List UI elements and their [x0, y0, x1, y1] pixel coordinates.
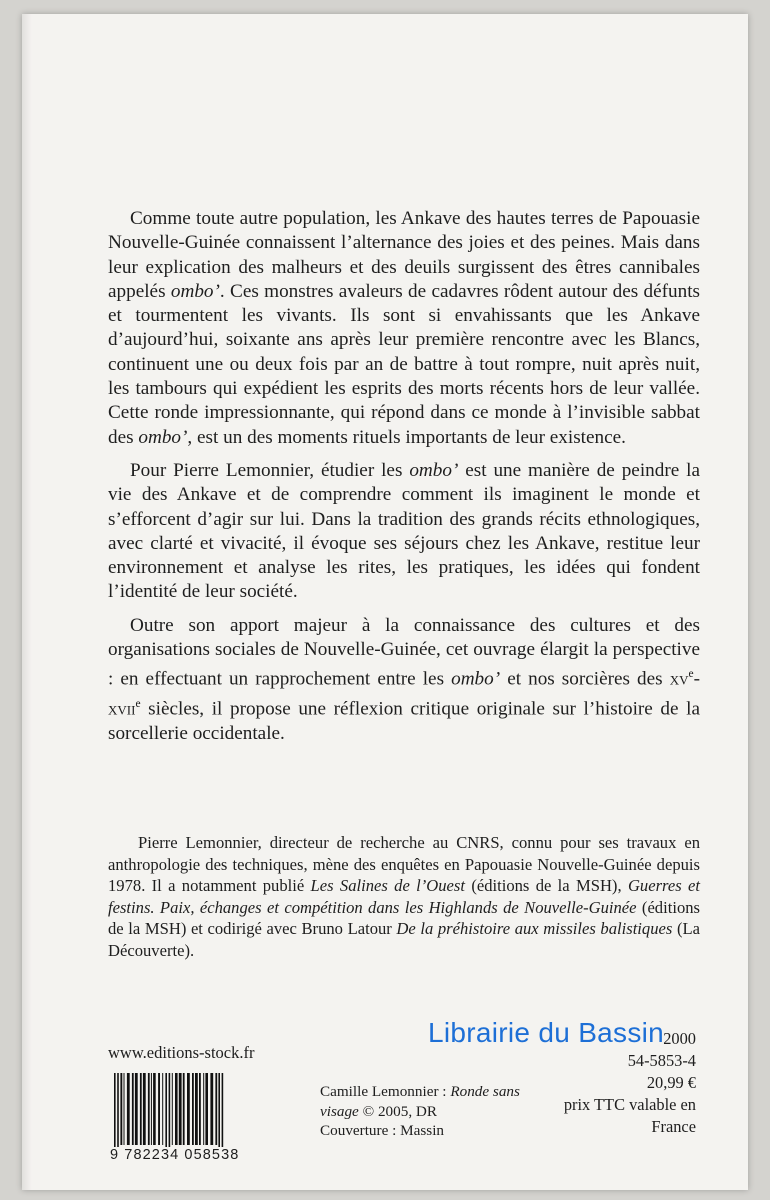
bio-mid-1: (éditions de la MSH),: [465, 876, 628, 895]
barcode-bar: [162, 1073, 163, 1145]
barcode-bar: [192, 1073, 194, 1145]
isbn-part: 54-5853-4: [627, 1051, 696, 1070]
barcode-bar: [179, 1073, 182, 1145]
barcode-bar: [187, 1073, 190, 1145]
publisher-website: www.editions-stock.fr: [108, 1043, 255, 1062]
bio-tail: (La Découverte).: [108, 919, 700, 960]
barcode-bar: [143, 1073, 146, 1145]
credit-line-2: © 2005, DR: [358, 1102, 438, 1120]
bio-book-3: De la préhistoire aux missiles balistiques: [396, 919, 673, 938]
bio-mid-2: (éditions de la MSH) et codirigé avec Bruno Latour: [108, 897, 700, 938]
credit-artwork-title: Ronde sans visage: [320, 1083, 520, 1120]
barcode-bar: [148, 1073, 150, 1145]
barcode-bar: [195, 1073, 198, 1145]
price-note: prix TTC valable en France: [563, 1095, 696, 1136]
blurb-paragraph-3: Outre son apport majeur à la connaissance des cultures et des organisations sociales de Nouvelle-Guinée, cet ouvrage élargit la perspective : en effectuant un rapprochement entre les ombo’ et nos sorcières des $xv^e-xvii^e$ siècles, il propose une réflexion critique originale sur l’histoire de la sorcellerie occidentale.: [108, 614, 700, 744]
barcode-bar: [135, 1073, 138, 1145]
barcode-bar: [210, 1073, 213, 1145]
barcode-bar: [172, 1073, 173, 1145]
bookshop-watermark: Librairie du Bassin: [428, 1017, 665, 1048]
back-cover: [22, 14, 748, 1190]
cover-credits: [320, 1082, 520, 1141]
blurb-paragraph-2: Pour Pierre Lemonnier, étudier les ombo’ est une manière de peindre la vie des Ankave et de comprendre comment ils imaginent le monde et s’efforcent d’agir sur lui. Dans la tradition des grands récits ethnologiques, avec clarté et vivacité, il évoque ses séjours chez les Ankave, restitue leur environnement et analyse les rites, les pratiques, les idées qui fondent l’identité de leur société.: [108, 459, 700, 603]
barcode-bar: [218, 1073, 220, 1153]
barcode-bar: [222, 1073, 224, 1153]
barcode-bar: [114, 1073, 116, 1153]
blurb-paragraph-1: Comme toute autre population, les Ankave des hautes terres de Papouasie Nouvelle-Guinée connaissent l’alternance des joies et des peines. Mais dans leur explication des malheurs et des deuils surgissent des êtres cannibales appelés ombo’. Ces monstres avaleurs de cadavres rôdent autour des défunts et tourmentent les vivants. Ils sont si envahissants que les Ankave d’aujourd’hui, soixante ans après leur première rencontre avec les Blancs, continuent une ou deux fois par an de battre à tout rompre, nuit après nuit, les tambours qui expédient les esprits des morts récents hors de leur vallée. Cette ronde impressionnante, qui répond dans ce monde à l’invisible sabbat des ombo’, est un des moments rituels importants de leur existence.: [108, 208, 700, 448]
bio-lead: Pierre Lemonnier, directeur de recherche au CNRS, connu pour ses travaux en anthropologie des techniques, mène des enquêtes en Papouasie Nouvelle-Guinée depuis 1978. Il a notamment publié: [108, 833, 700, 895]
credit-line-3: Couverture : Massin: [320, 1122, 445, 1139]
barcode-bar: [215, 1073, 217, 1145]
price-amount: 20,99 €: [646, 1073, 696, 1092]
blurb: [108, 207, 700, 755]
barcode-bar: [151, 1073, 152, 1145]
barcode-bar: [132, 1073, 134, 1145]
barcode-bar: [140, 1073, 142, 1145]
barcode-number: 9 782234 058538: [108, 1147, 296, 1163]
barcode-bar: [120, 1073, 122, 1145]
barcode-bar: [169, 1073, 171, 1153]
bio-book-1: Les Salines de l’Ouest: [310, 876, 465, 895]
barcode-bars: [108, 1073, 294, 1153]
price-code: 2000: [663, 1029, 696, 1048]
credit-line-1: Camille Lemonnier :: [320, 1083, 451, 1100]
barcode-bar: [205, 1073, 208, 1145]
barcode-bar: [127, 1073, 130, 1145]
barcode-bar: [183, 1073, 185, 1145]
author-bio: [108, 832, 700, 961]
barcode-bar: [117, 1073, 119, 1153]
spine-shadow: [22, 14, 32, 1190]
barcode-bar: [153, 1073, 156, 1145]
barcode-bar: [158, 1073, 160, 1145]
bio-book-2: Guerres et festins. Paix, échanges et compétition dans les Highlands de Nouvelle-Guinée: [108, 876, 700, 917]
barcode-bar: [165, 1073, 167, 1153]
barcode-bar: [124, 1073, 125, 1145]
barcode-bar: [199, 1073, 201, 1145]
barcode-bar: [203, 1073, 204, 1145]
barcode-bar: [175, 1073, 178, 1145]
